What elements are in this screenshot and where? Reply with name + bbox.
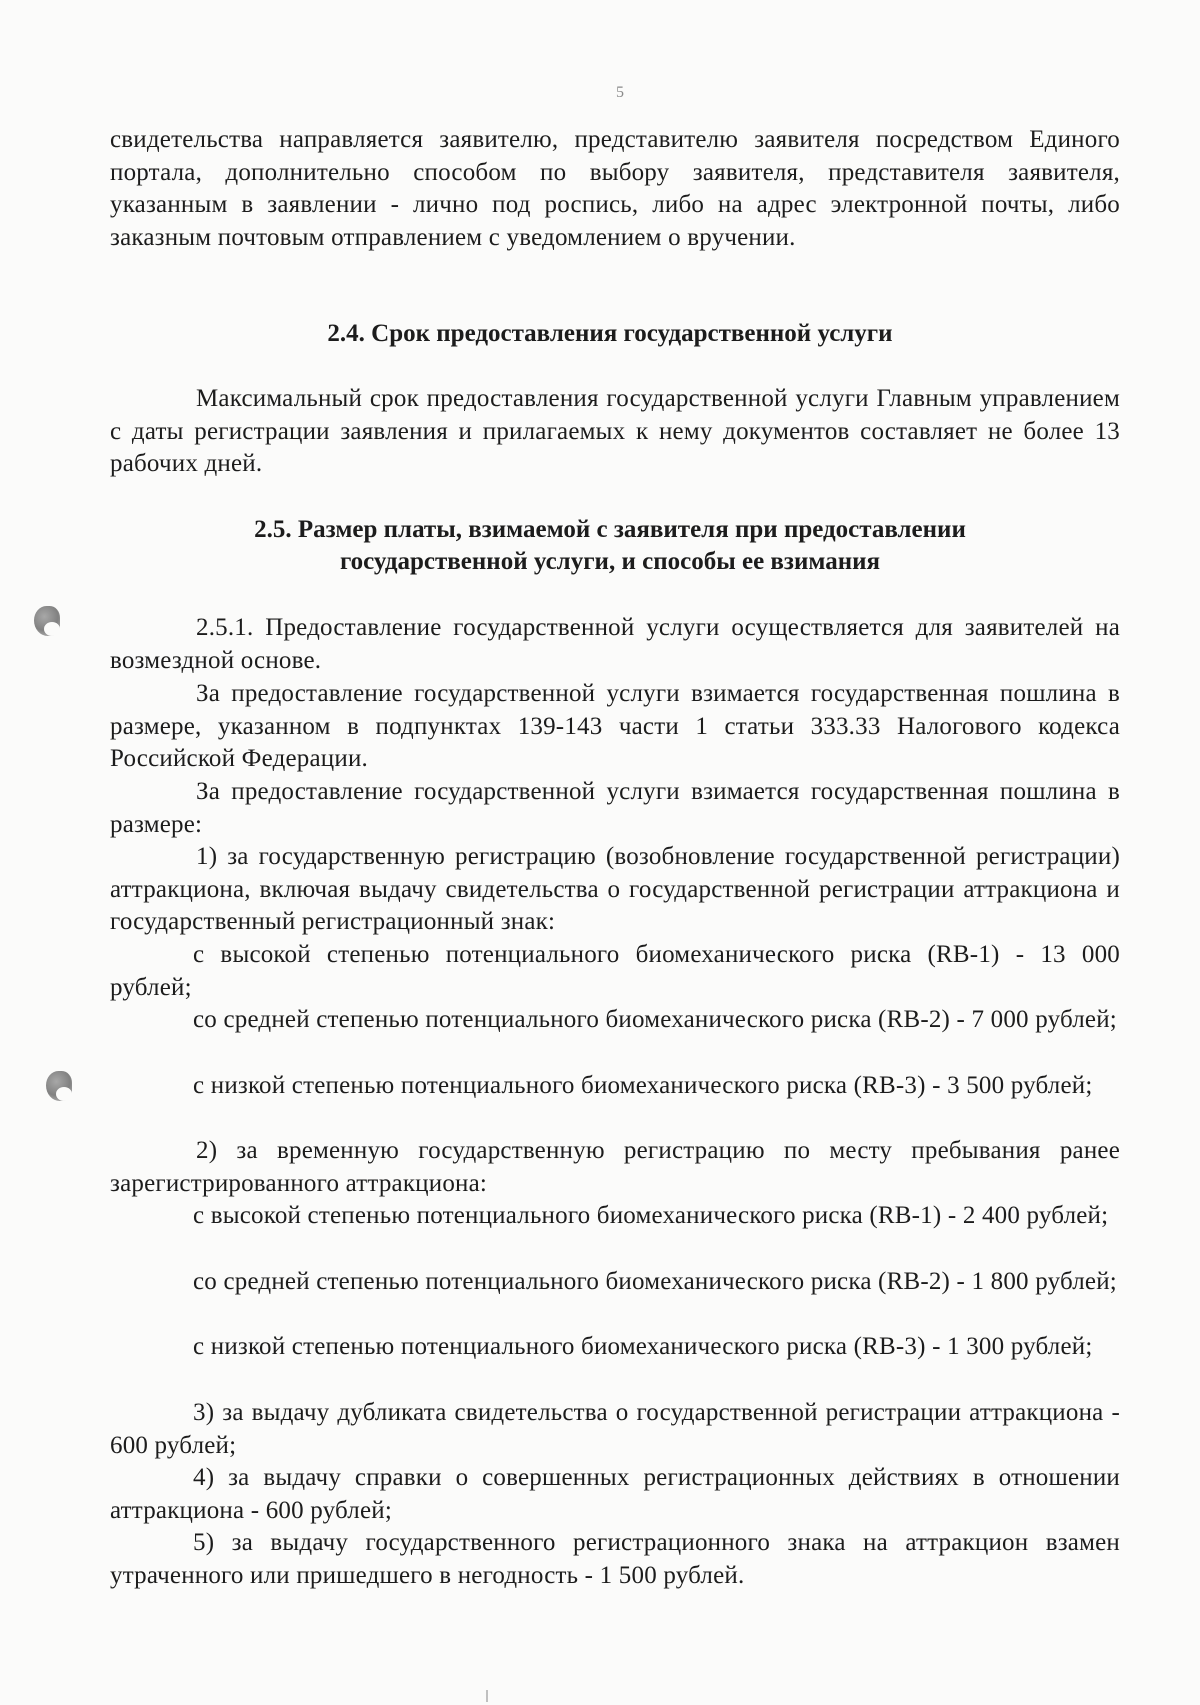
list-item-2: 2) за временную государственную регистрацию по месту пребывания ранее зарегистрированного аттракциона: — [110, 1137, 1120, 1197]
section-2-5-heading-line2: государственной услуги, и способы ее взимания — [339, 548, 881, 575]
list-item-1-high-risk: с высокой степенью потенциального биомеханического риска (RB-1) - 13 000 рублей; — [110, 941, 1120, 1001]
section-2-5-heading-line1: 2.5. Размер платы, взимаемой с заявителя при предоставлении — [254, 516, 966, 543]
scan-speck — [486, 1690, 488, 1702]
list-item-5: 5) за выдачу государственного регистрационного знака на аттракцион взамен утраченного или пришедшего в негодность - 1 500 рублей. — [110, 1529, 1120, 1589]
paragraph-2-5-1: 2.5.1. Предоставление государственной услуги осуществляется для заявителей на возмездной основе. — [110, 614, 1120, 674]
list-item-1-mid-risk: со средней степенью потенциального биомеханического риска (RB-2) - 7 000 рублей; — [193, 1006, 1117, 1033]
list-item-1: 1) за государственную регистрацию (возобновление государственной регистрации) аттракциона, включая выдачу свидетельства о государственной регистрации аттракциона и государственный регистрационный знак: — [110, 843, 1120, 935]
paragraph-intro: свидетельства направляется заявителю, представителю заявителя посредством Единого портала, дополнительно способом по выбору заявителя, представителя заявителя, указанным в заявлении - лично под роспись, либо на адрес электронной почты, либо заказным почтовым отправлением с уведомлением о вручении. — [110, 126, 1120, 251]
list-item-2-low-risk: с низкой степенью потенциального биомеханического риска (RB-3) - 1 300 рублей; — [193, 1333, 1093, 1360]
paragraph-duty-intro: За предоставление государственной услуги взимается государственная пошлина в размере: — [110, 778, 1120, 838]
paragraph-duty-article: За предоставление государственной услуги взимается государственная пошлина в размере, указанном в подпунктах 139-143 части 1 статьи 333.33 Налогового кодекса Российской Федерации. — [110, 680, 1120, 772]
list-item-2-high-risk: с высокой степенью потенциального биомеханического риска (RB-1) - 2 400 рублей; — [193, 1202, 1109, 1229]
list-item-3: 3) за выдачу дубликата свидетельства о государственной регистрации аттракциона - 600 рублей; — [110, 1399, 1120, 1459]
page-number: 5 — [616, 84, 624, 101]
punch-hole-mark — [46, 1071, 72, 1101]
list-item-4: 4) за выдачу справки о совершенных регистрационных действиях в отношении аттракциона - 600 рублей; — [110, 1464, 1120, 1524]
punch-hole-mark — [34, 606, 60, 636]
section-2-4-text: Максимальный срок предоставления государственной услуги Главным управлением с даты регистрации заявления и прилагаемых к нему документов составляет не более 13 рабочих дней. — [110, 385, 1120, 477]
section-2-4-heading: 2.4. Срок предоставления государственной услуги — [327, 320, 893, 347]
list-item-1-low-risk: с низкой степенью потенциального биомеханического риска (RB-3) - 3 500 рублей; — [193, 1072, 1093, 1099]
list-item-2-mid-risk: со средней степенью потенциального биомеханического риска (RB-2) - 1 800 рублей; — [193, 1268, 1117, 1295]
